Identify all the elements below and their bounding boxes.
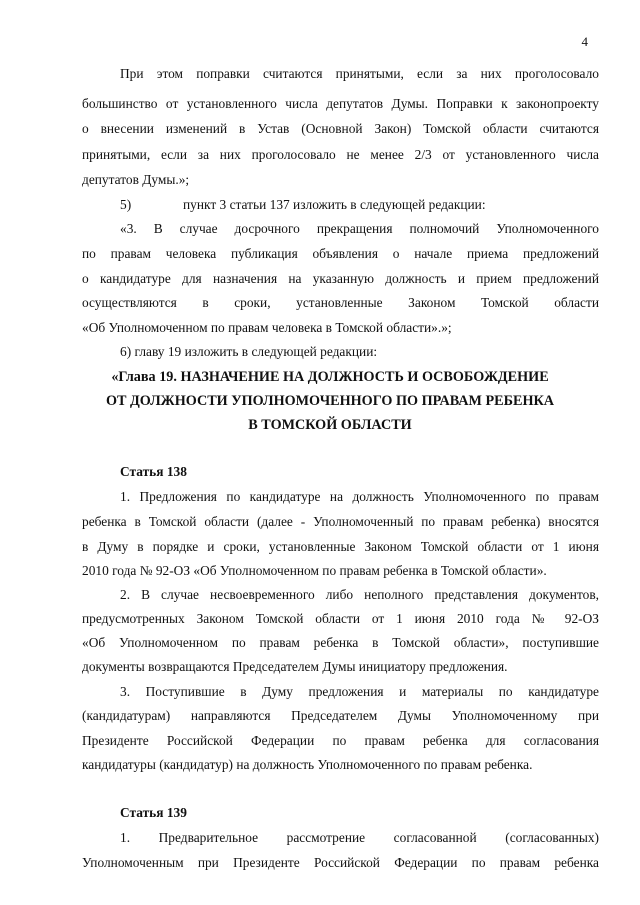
chapter-heading: ОТ ДОЛЖНОСТИ УПОЛНОМОЧЕННОГО ПО ПРАВАМ РЕБЕНКА xyxy=(105,393,555,409)
text-line: 2. В случае несвоевременного либо неполного представления документов, xyxy=(120,587,599,602)
text-line: большинство от установленного числа депутатов Думы. Поправки к законопроекту xyxy=(82,96,599,111)
text-line: (кандидатурам) направляются Председателем Думы Уполномоченному при xyxy=(82,708,599,723)
chapter-heading: «Глава 19. НАЗНАЧЕНИЕ НА ДОЛЖНОСТЬ И ОСВОБОЖДЕНИЕ xyxy=(111,369,549,385)
text-line: о кандидатуре для назначения на указанную должность и прием предложений xyxy=(82,271,599,286)
text-line: документы возвращаются Председателем Думы инициатору предложения. xyxy=(82,659,508,674)
text-line: 3. Поступившие в Думу предложения и материалы по кандидатуре xyxy=(120,684,599,699)
text-line: Президенте Российской Федерации по правам ребенка для согласования xyxy=(82,733,599,748)
text-line: 1. Предложения по кандидатуре на должность Уполномоченного по правам xyxy=(120,489,599,504)
text-line: «Об Уполномоченном по правам человека в Томской области».»; xyxy=(82,320,452,335)
text-line: предусмотренных Законом Томской области от 1 июня 2010 года № 92-ОЗ xyxy=(82,611,599,626)
article-heading: Статья 139 xyxy=(120,805,187,820)
text-line: о внесении изменений в Устав (Основной Закон) Томской области считаются xyxy=(82,121,599,136)
text-line: в Думу в порядке и сроки, установленные Законом Томской области от 1 июня xyxy=(82,539,599,554)
text-line: принятыми, если за них проголосовало не менее 2/3 от установленного числа xyxy=(82,147,599,162)
text-line: «3. В случае досрочного прекращения полномочий Уполномоченного xyxy=(120,221,599,236)
text-line: депутатов Думы.»; xyxy=(82,172,190,187)
list-item-text: пункт 3 статьи 137 изложить в следующей редакции: xyxy=(183,197,486,212)
text-line: Уполномоченным при Президенте Российской Федерации по правам ребенка xyxy=(82,855,599,870)
text-line: «Об Уполномоченном по правам ребенка в Томской области», поступившие xyxy=(82,635,599,650)
text-line: ребенка в Томской области (далее - Уполномоченный по правам ребенка) вносятся xyxy=(82,514,599,529)
page-number: 4 xyxy=(581,34,588,49)
text-line: 6) главу 19 изложить в следующей редакции: xyxy=(120,344,378,359)
text-line: кандидатуры (кандидатур) на должность Уполномоченного по правам ребенка. xyxy=(82,757,533,772)
text-line: осуществляются в сроки, установленные Законом Томской области xyxy=(82,295,599,310)
text-line: 2010 года № 92-ОЗ «Об Уполномоченном по правам ребенка в Томской области». xyxy=(82,563,547,578)
text-line: по правам человека публикация объявления о начале приема предложений xyxy=(82,246,599,261)
list-item-number: 5) xyxy=(120,197,132,212)
chapter-heading: В ТОМСКОЙ ОБЛАСТИ xyxy=(248,417,412,433)
article-heading: Статья 138 xyxy=(120,464,187,479)
text-line: 1. Предварительное рассмотрение согласованной (согласованных) xyxy=(120,830,599,845)
text-line: При этом поправки считаются принятыми, если за них проголосовало xyxy=(120,66,599,81)
